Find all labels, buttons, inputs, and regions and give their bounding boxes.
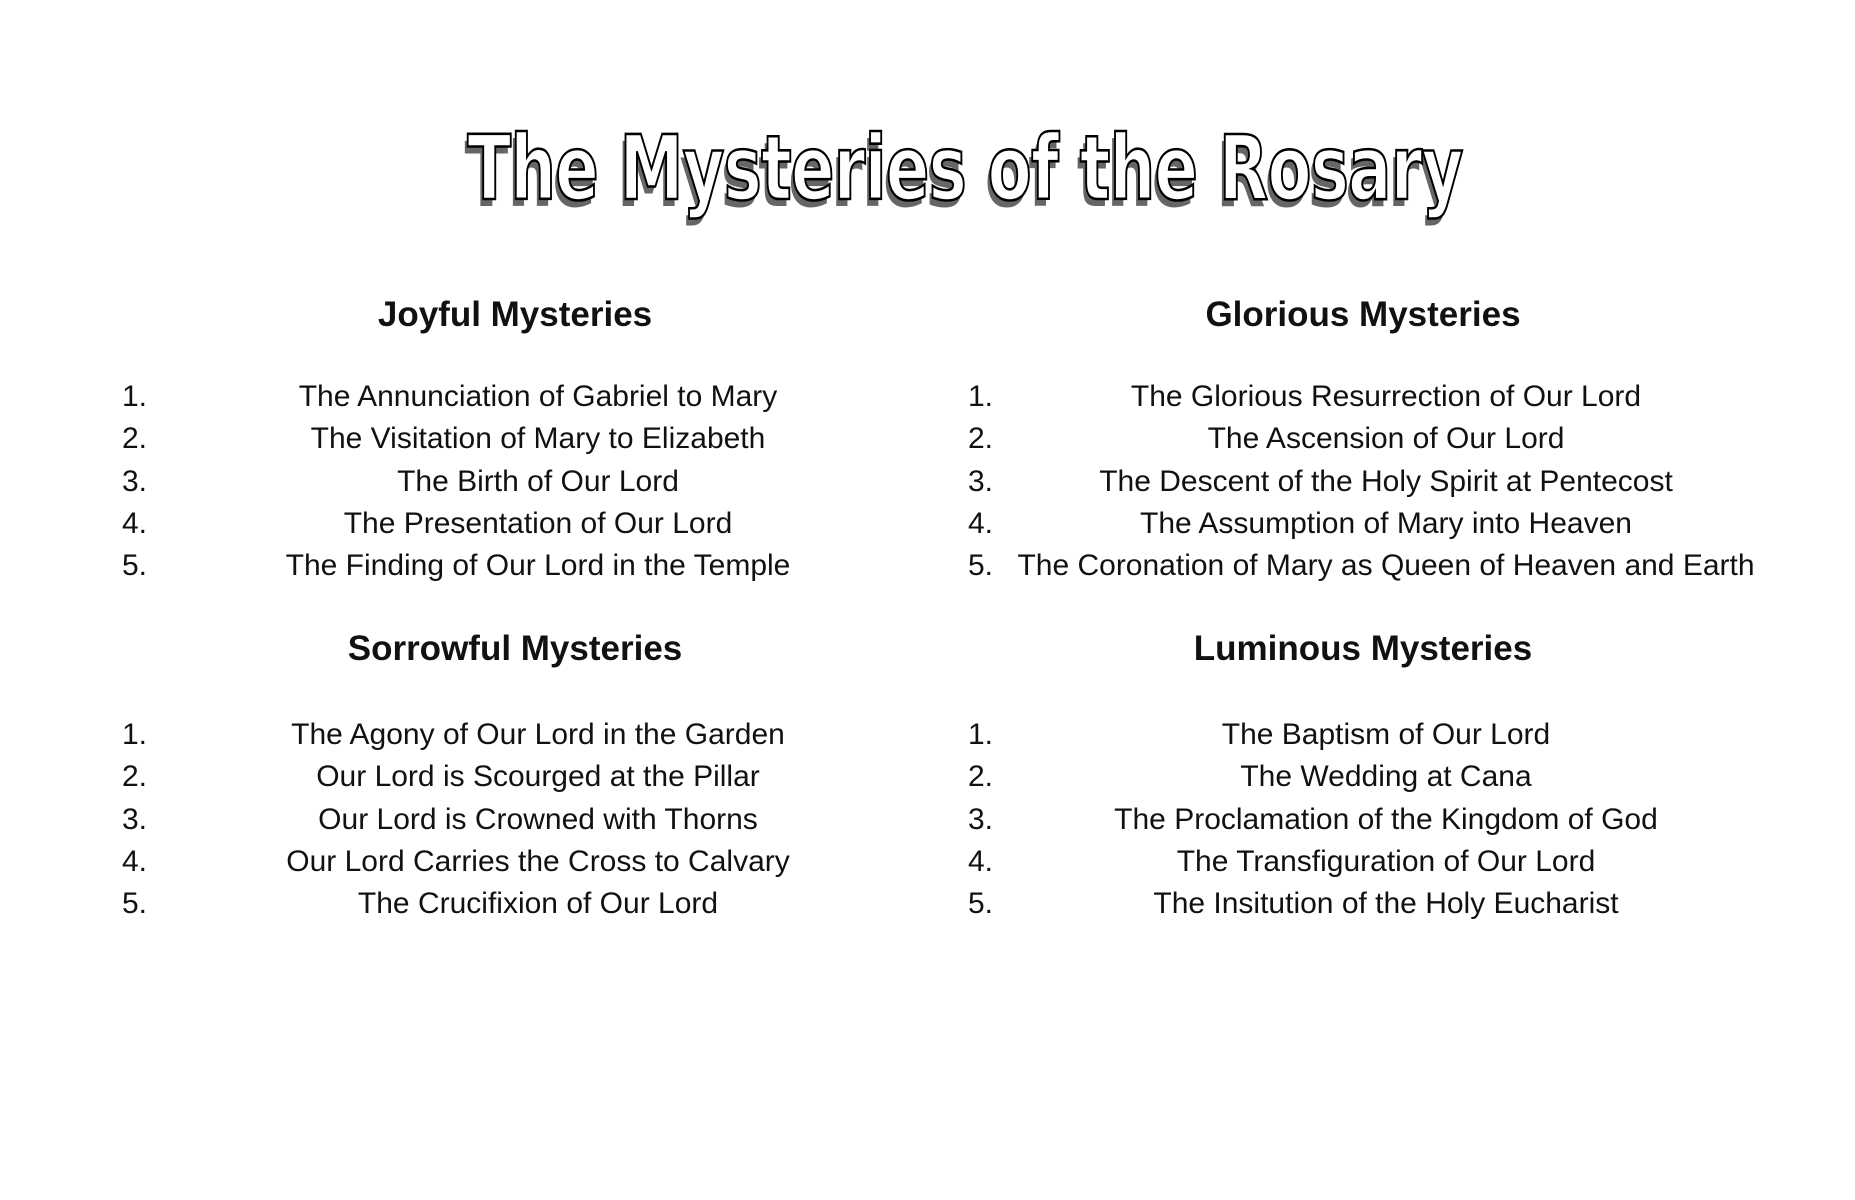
section-heading-joyful: Joyful Mysteries <box>377 295 653 334</box>
list-item-text: The Transfiguration of Our Lord <box>1176 844 1596 878</box>
section-heading-luminous: Luminous Mysteries <box>1193 629 1533 668</box>
list-item <box>968 545 1758 587</box>
list-item-text: The Agony of Our Lord in the Garden <box>291 718 785 751</box>
section-heading-sorrowful: Sorrowful Mysteries <box>347 629 683 668</box>
list-marker: 3. <box>122 464 148 498</box>
right-column <box>968 0 1758 1200</box>
list-item <box>122 418 908 460</box>
list-marker: 4. <box>968 844 994 878</box>
list-marker: 3. <box>122 802 148 836</box>
list-item-text: The Assumption of Mary into Heaven <box>1140 506 1632 540</box>
list-item-text: The Finding of Our Lord in the Temple <box>285 549 791 583</box>
list-item <box>968 756 1758 798</box>
list-item <box>122 799 908 841</box>
list-item <box>968 418 1758 460</box>
list-item-text: The Presentation of Our Lord <box>343 506 733 540</box>
list-item <box>968 503 1758 545</box>
list-marker: 2. <box>122 422 148 456</box>
list-marker: 3. <box>968 802 994 836</box>
list-item <box>122 545 908 587</box>
page-title: The Mysteries of the Rosary <box>467 116 1463 220</box>
list-item-text: Our Lord is Scourged at the Pillar <box>316 760 760 794</box>
list-item <box>122 841 908 883</box>
list-item-text: The Annunciation of Gabriel to Mary <box>298 380 778 413</box>
list-marker: 3. <box>968 464 994 498</box>
list-item-text: Our Lord Carries the Cross to Calvary <box>286 844 790 878</box>
list-marker: 2. <box>122 760 148 794</box>
glorious-mysteries-list <box>968 376 1758 587</box>
list-marker: 4. <box>122 844 148 878</box>
list-item-text: The Baptism of Our Lord <box>1221 718 1551 751</box>
list-marker: 5. <box>968 887 994 921</box>
list-marker: 1. <box>968 380 994 413</box>
list-marker: 2. <box>968 760 994 794</box>
list-marker: 2. <box>968 422 994 456</box>
left-column <box>122 0 908 1200</box>
list-item <box>968 841 1758 883</box>
joyful-mysteries-list <box>122 376 908 587</box>
list-item-text: The Wedding at Cana <box>1240 760 1532 794</box>
list-item <box>968 461 1758 503</box>
list-item <box>122 376 908 418</box>
list-item-text: Our Lord is Crowned with Thorns <box>318 802 758 836</box>
list-marker: 1. <box>122 718 148 751</box>
list-item-text: The Descent of the Holy Spirit at Pentecost <box>1099 464 1673 498</box>
list-marker: 5. <box>968 549 994 583</box>
list-item-text: The Proclamation of the Kingdom of God <box>1114 802 1658 836</box>
list-marker: 4. <box>968 506 994 540</box>
list-marker: 5. <box>122 887 148 921</box>
list-marker: 1. <box>122 380 148 413</box>
list-item <box>122 756 908 798</box>
list-item <box>968 714 1758 756</box>
section-heading-glorious: Glorious Mysteries <box>1205 295 1521 334</box>
list-item-text: The Insitution of the Holy Eucharist <box>1153 887 1619 921</box>
list-item-text: The Birth of Our Lord <box>397 464 679 498</box>
list-marker: 4. <box>122 506 148 540</box>
sorrowful-mysteries-list <box>122 714 908 925</box>
list-item <box>122 461 908 503</box>
list-item <box>968 799 1758 841</box>
list-marker: 1. <box>968 718 994 751</box>
list-item <box>122 503 908 545</box>
list-item <box>122 714 908 756</box>
list-item-text: The Coronation of Mary as Queen of Heaven and Earth <box>1017 549 1755 583</box>
list-item-text: The Ascension of Our Lord <box>1207 422 1565 456</box>
list-item-text: The Visitation of Mary to Elizabeth <box>310 422 766 456</box>
list-item <box>122 883 908 925</box>
list-item <box>968 883 1758 925</box>
luminous-mysteries-list <box>968 714 1758 925</box>
list-item-text: The Glorious Resurrection of Our Lord <box>1130 380 1642 413</box>
list-item <box>968 376 1758 418</box>
list-marker: 5. <box>122 549 148 583</box>
list-item-text: The Crucifixion of Our Lord <box>357 887 719 921</box>
